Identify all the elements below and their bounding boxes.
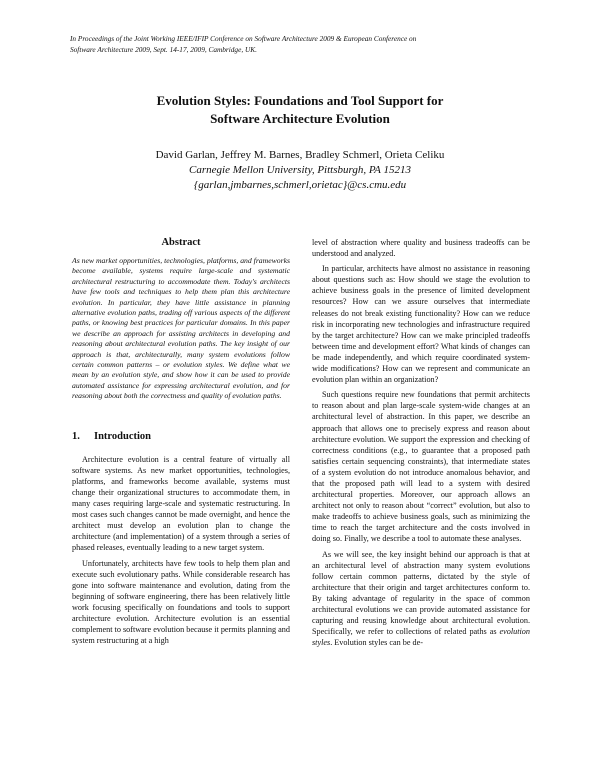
paragraph-4-text: As we will see, the key insight behind our approach is that at an architectural level of abstraction many system evolutions follow certain common patterns, dictated by the style of architecture that their origin and target architectures conform to. By taking advantage of regularity in the space of common architectural evolutions we can provide automated assistance for capturing and reusing knowledge about architectural evolution. Specifically, we refer to collections of related paths as <box>312 549 530 637</box>
right-paragraph-4 <box>312 549 530 649</box>
section-title: Introduction <box>94 430 151 442</box>
abstract-heading: Abstract <box>161 237 201 248</box>
author-names: David Garlan, Jeffrey M. Barnes, Bradley Schmerl, Orieta Celiku <box>155 149 445 161</box>
title-line-1: Evolution Styles: Foundations and Tool Support for <box>156 93 444 108</box>
right-paragraph-3: Such questions require new foundations that permit architects to reason about and plan large-scale system-wide changes at an architectural level of abstraction. In this paper, we describe an approach that allows one to precisely express and reason about architecture evolution. We support the expression and checking of correctness conditions (e.g., to guarantee that a proposed path satisfies certain sequencing constraints), that intermediate states of a system evolution do not introduce anomalous behavior, and that the proposed path will lead to a system with desired architectural properties. Moreover, our approach allows an architect not only to reason about “correct” evolution, but also to make tradeoffs to achieve business goals, such as minimizing the time to reach the target architecture and the costs involved in doing so. Finally, we describe a tool to automate these analyses. <box>312 390 530 544</box>
author-block <box>60 148 540 193</box>
intro-paragraph-2: Unfortunately, architects have few tools to help them plan and execute such evolutionary paths. While considerable research has gone into software maintenance and evolution, dating from the beginning of software engineering, there has been relatively little work focusing specifically on foundations and tools to support architecture evolution. Architecture evolution is an essential complement to software evolution because it permits planning and system restructuring at a high <box>72 558 290 646</box>
venue-note <box>70 34 490 55</box>
evolution-styles-term: evolution styles <box>312 627 530 648</box>
author-affiliation: Carnegie Mellon University, Pittsburgh, PA 15213 <box>189 164 411 176</box>
section-heading-introduction <box>72 430 290 444</box>
venue-line-2: Software Architecture 2009, Sept. 14-17, 2009, Cambridge, UK. <box>70 44 257 54</box>
intro-paragraph-1: Architecture evolution is a central feature of virtually all software systems. As new market opportunities, technologies, platforms, and frameworks become available, systems must change their organizational structures to accommodate them, in many cases requiring large-scale and systematic restructuring. In most cases such changes cannot be made overnight, and hence the architect must develop an evolution plan to change the architecture (and implementation) of a system through a series of phased releases, eventually leading to a new target system. <box>72 454 290 553</box>
right-paragraph-1: level of abstraction where quality and business tradeoffs can be understood and analyzed. <box>312 238 530 259</box>
venue-line-1: In Proceedings of the Joint Working IEEE/IFIP Conference on Software Architecture 2009 & European Conference on <box>70 34 417 43</box>
right-paragraph-2: In particular, architects have almost no assistance in reasoning about questions such as: How should we stage the evolution to achieve business goals in the presence of limited development resources? How can we assure ourselves that intermediate releases do not break existing functionality? How can we reduce risk in incorporating new technologies and infrastructure required by the target architecture? How can we make principled tradeoffs between time and development effort? What kinds of changes can be made independently, and which require coordinated system-wide modifications? How can we represent and communicate an evolution plan within an organization? <box>312 264 530 385</box>
paragraph-4-tail: . Evolution styles can be de- <box>330 638 423 648</box>
paper-title <box>60 92 540 128</box>
abstract-text: As new market opportunities, technologies, platforms, and frameworks become available, systems require large-scale and systematic architectural restructuring to accommodate them. Today's architects have few tools and techniques to help them plan this architecture evolution. In particular, they have little assistance in planning alternative evolution paths, trading off various aspects of the different paths, or knowing best practices for particular domains. In this paper we describe an approach for assisting architects in developing and reasoning about architectural evolution paths. The key insight of our approach is that, architecturally, many system evolutions follow certain common patterns – or evolution styles. We define what we mean by an evolution style, and show how it can be used to provide automated assistance for expressing architectural evolution, and for reasoning about both the correctness and quality of evolution paths. <box>72 256 290 401</box>
left-column <box>72 236 290 650</box>
title-line-2: Software Architecture Evolution <box>210 111 390 126</box>
right-column <box>312 237 530 652</box>
section-number: 1. <box>72 430 80 442</box>
author-emails: {garlan,jmbarnes,schmerl,orietac}@cs.cmu.edu <box>193 179 407 191</box>
